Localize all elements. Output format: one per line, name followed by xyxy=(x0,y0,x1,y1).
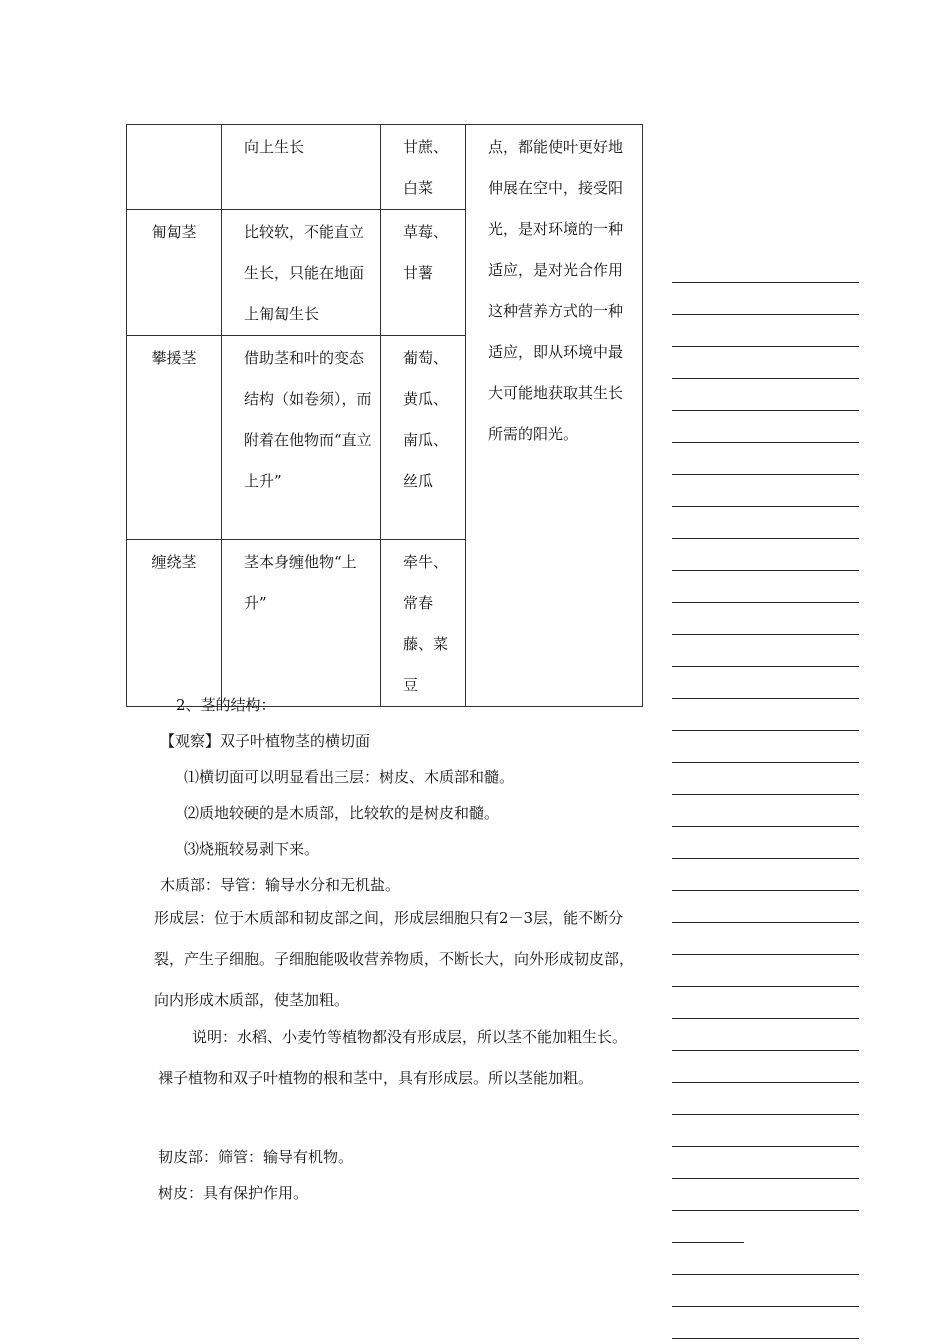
note-line xyxy=(672,1338,859,1339)
xylem-text: 木质部：导管：输导水分和无机盐。 xyxy=(160,876,401,894)
stem-examples-cell: 葡萄、黄瓜、南瓜、丝瓜 xyxy=(381,336,466,540)
note-line xyxy=(672,762,859,763)
note-line xyxy=(672,1210,859,1211)
note-line xyxy=(672,1274,859,1275)
note-line xyxy=(672,506,859,507)
note-line xyxy=(672,730,859,731)
stem-desc-cell: 向上生长 xyxy=(222,125,381,210)
note-line xyxy=(672,1018,859,1019)
note-line xyxy=(672,634,859,635)
explain-text: 说明：水稻、小麦竹等植物都没有形成层，所以茎不能加粗生长。裸子植物和双子叶植物的根和茎中，具有形成层。所以茎能加粗。 xyxy=(158,1028,628,1087)
stem-desc-cell: 比较软，不能直立生长，只能在地面上匍匐生长 xyxy=(222,210,381,336)
note-line xyxy=(672,346,859,347)
note-line xyxy=(672,794,859,795)
note-line xyxy=(672,666,859,667)
stem-adaptation-note: 点，都能使叶更好地伸展在空中，接受阳光，是对环境的一种适应，是对光合作用这种营养方式的一种适应，即从环境中最大可能地获取其生长所需的阳光。 xyxy=(466,125,643,707)
stem-examples-cell: 草莓、甘薯 xyxy=(381,210,466,336)
observe-point-2: ⑵质地较硬的是木质部，比较软的是树皮和髓。 xyxy=(184,804,500,822)
note-line xyxy=(672,314,859,315)
note-line xyxy=(672,954,859,955)
stem-examples-cell: 牵牛、常春藤、菜豆 xyxy=(381,540,466,707)
stem-type-cell xyxy=(127,125,222,210)
note-line xyxy=(672,602,859,603)
note-line xyxy=(672,858,859,859)
note-line xyxy=(672,1050,859,1051)
observe-point-3: ⑶烧瓶较易剥下来。 xyxy=(184,840,320,858)
stem-examples-cell: 甘蔗、白菜 xyxy=(381,125,466,210)
note-line xyxy=(672,442,859,443)
note-line xyxy=(672,410,859,411)
bark-text: 树皮：具有保护作用。 xyxy=(158,1184,309,1202)
note-line xyxy=(672,1146,859,1147)
note-line xyxy=(672,1306,859,1307)
note-line xyxy=(672,890,859,891)
cambium-text: 形成层：位于木质部和韧皮部之间，形成层细胞只有2－3层，能不断分裂，产生子细胞。子细胞能吸收营养物质，不断长大，向外形成韧皮部，向内形成木质部，使茎加粗。 xyxy=(154,909,635,1009)
stem-type-cell: 匍匐茎 xyxy=(127,210,222,336)
note-line xyxy=(672,378,859,379)
note-line xyxy=(672,922,859,923)
note-line xyxy=(672,1082,859,1083)
observe-point-1: ⑴横切面可以明显看出三层：树皮、木质部和髓。 xyxy=(184,768,515,786)
stem-type-cell: 缠绕茎 xyxy=(127,540,222,707)
stem-types-table xyxy=(126,124,643,707)
observe-title: 【观察】双子叶植物茎的横切面 xyxy=(160,732,371,750)
note-line xyxy=(672,474,859,475)
note-line-short xyxy=(672,1242,744,1243)
note-line xyxy=(672,986,859,987)
note-line xyxy=(672,1114,859,1115)
phloem-text: 韧皮部：筛管：输导有机物。 xyxy=(158,1148,354,1166)
note-line xyxy=(672,538,859,539)
note-line xyxy=(672,282,859,283)
note-line xyxy=(672,698,859,699)
stem-desc-cell: 茎本身缠他物“上升” xyxy=(222,540,381,707)
stem-desc-cell: 借助茎和叶的变态结构（如卷须），而附着在他物而“直立上升” xyxy=(222,336,381,540)
section-heading: 2、茎的结构： xyxy=(176,696,276,714)
note-line xyxy=(672,1178,859,1179)
note-line xyxy=(672,826,859,827)
note-line xyxy=(672,570,859,571)
stem-type-cell: 攀援茎 xyxy=(127,336,222,540)
